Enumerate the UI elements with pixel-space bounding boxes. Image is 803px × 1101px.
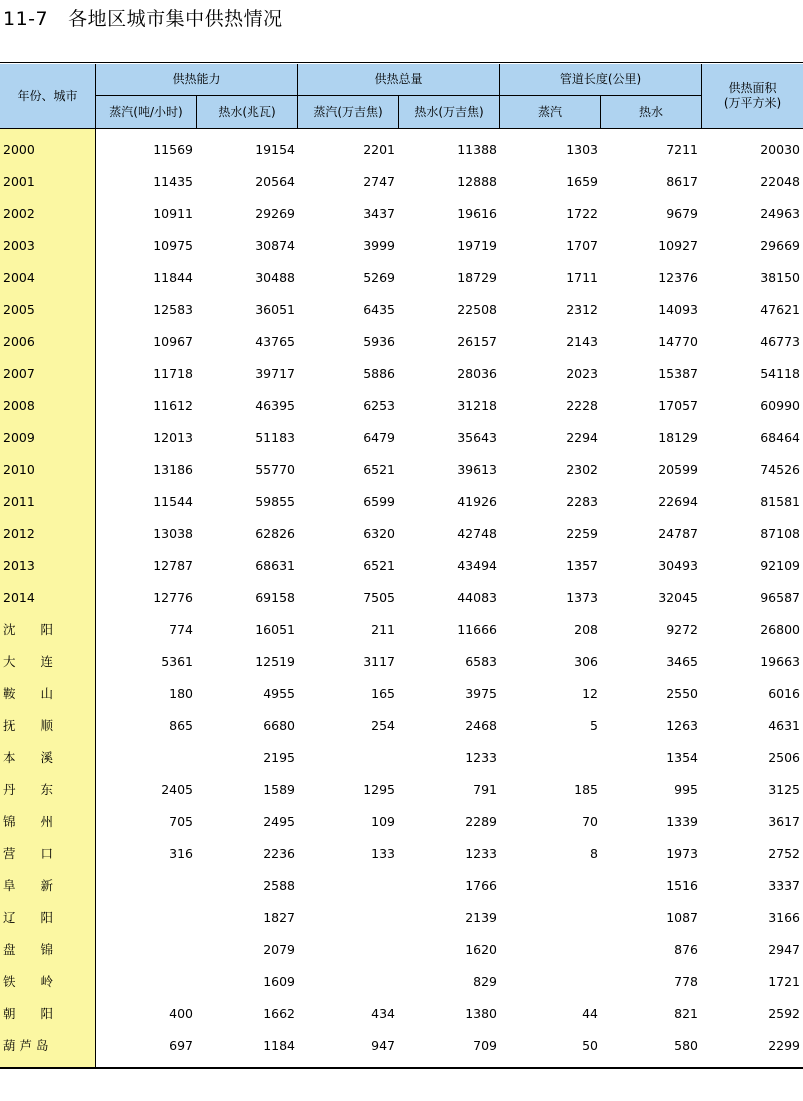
cell-water-pipe: 14093: [658, 302, 698, 317]
row-label: 沈 阳: [3, 622, 54, 637]
cell-water-pipe: 24787: [658, 526, 698, 541]
cell-steam-capacity: 2405: [161, 782, 193, 797]
table-row: [0, 582, 803, 614]
table-row: [0, 646, 803, 678]
cell-steam-pipe: 2283: [566, 494, 598, 509]
table-row: [0, 742, 803, 774]
cell-water-total: 11666: [457, 622, 497, 637]
cell-steam-capacity: 865: [169, 718, 193, 733]
cell-water-total: 19719: [457, 238, 497, 253]
cell-water-pipe: 18129: [658, 430, 698, 445]
table-row: [0, 678, 803, 710]
row-label: 2012: [3, 526, 35, 541]
header-divider: [95, 64, 96, 128]
cell-steam-pipe: 1659: [566, 174, 598, 189]
cell-water-total: 18729: [457, 270, 497, 285]
cell-water-capacity: 29269: [255, 206, 295, 221]
cell-water-capacity: 68631: [255, 558, 295, 573]
table-row: [0, 710, 803, 742]
cell-water-total: 1233: [465, 846, 497, 861]
row-label: 2008: [3, 398, 35, 413]
cell-water-pipe: 1973: [666, 846, 698, 861]
cell-steam-pipe: 1357: [566, 558, 598, 573]
cell-water-capacity: 16051: [255, 622, 295, 637]
cell-water-pipe: 778: [674, 974, 698, 989]
cell-steam-pipe: 44: [582, 1006, 598, 1021]
header-sub-water-pipe: 热水: [601, 96, 701, 128]
cell-steam-capacity: 12583: [153, 302, 193, 317]
cell-steam-total: 1295: [363, 782, 395, 797]
cell-heating-area: 92109: [760, 558, 800, 573]
row-label: 2010: [3, 462, 35, 477]
cell-steam-total: 5886: [363, 366, 395, 381]
header-group-total: 供热总量: [298, 64, 499, 95]
row-label: 2000: [3, 142, 35, 157]
cell-water-total: 22508: [457, 302, 497, 317]
cell-steam-total: 165: [371, 686, 395, 701]
row-label: 2004: [3, 270, 35, 285]
cell-steam-pipe: 306: [574, 654, 598, 669]
cell-steam-capacity: 11435: [153, 174, 193, 189]
cell-water-pipe: 15387: [658, 366, 698, 381]
table-number: 11-7: [3, 8, 49, 30]
cell-water-pipe: 1339: [666, 814, 698, 829]
cell-water-capacity: 12519: [255, 654, 295, 669]
cell-heating-area: 47621: [760, 302, 800, 317]
cell-steam-pipe: 1711: [566, 270, 598, 285]
cell-heating-area: 2752: [768, 846, 800, 861]
cell-heating-area: 6016: [768, 686, 800, 701]
cell-heating-area: 3166: [768, 910, 800, 925]
cell-water-capacity: 62826: [255, 526, 295, 541]
cell-steam-pipe: 2312: [566, 302, 598, 317]
cell-water-total: 11388: [457, 142, 497, 157]
cell-water-capacity: 2079: [263, 942, 295, 957]
top-rule: [0, 62, 803, 63]
cell-steam-pipe: 185: [574, 782, 598, 797]
table-header: [0, 64, 803, 128]
cell-steam-capacity: 5361: [161, 654, 193, 669]
header-bottom-rule: [0, 128, 803, 129]
cell-heating-area: 26800: [760, 622, 800, 637]
cell-steam-capacity: 316: [169, 846, 193, 861]
cell-water-capacity: 1609: [263, 974, 295, 989]
cell-heating-area: 81581: [760, 494, 800, 509]
cell-heating-area: 1721: [768, 974, 800, 989]
table-row: [0, 486, 803, 518]
row-label: 鞍 山: [3, 686, 54, 701]
row-label: 抚 顺: [3, 718, 54, 733]
cell-water-capacity: 30874: [255, 238, 295, 253]
cell-steam-total: 434: [371, 1006, 395, 1021]
cell-steam-capacity: 697: [169, 1038, 193, 1053]
cell-water-total: 1620: [465, 942, 497, 957]
header-area: 供热面积 (万平方米): [702, 64, 803, 128]
cell-heating-area: 3617: [768, 814, 800, 829]
cell-water-total: 42748: [457, 526, 497, 541]
cell-water-pipe: 821: [674, 1006, 698, 1021]
cell-steam-capacity: 11844: [153, 270, 193, 285]
cell-steam-total: 947: [371, 1038, 395, 1053]
cell-steam-total: 211: [371, 622, 395, 637]
table-row: [0, 358, 803, 390]
cell-water-pipe: 7211: [666, 142, 698, 157]
cell-steam-pipe: 2259: [566, 526, 598, 541]
cell-water-pipe: 17057: [658, 398, 698, 413]
cell-steam-total: 3437: [363, 206, 395, 221]
header-year-city: 年份、城市: [0, 64, 95, 128]
cell-water-pipe: 2550: [666, 686, 698, 701]
header-group-pipe: 管道长度(公里): [500, 64, 701, 95]
cell-water-pipe: 3465: [666, 654, 698, 669]
cell-steam-total: 133: [371, 846, 395, 861]
cell-steam-pipe: 1303: [566, 142, 598, 157]
header-sub-steam-capacity: 蒸汽(吨/小时): [96, 96, 196, 128]
table-row: [0, 550, 803, 582]
cell-heating-area: 2299: [768, 1038, 800, 1053]
table-row: [0, 838, 803, 870]
cell-heating-area: 22048: [760, 174, 800, 189]
cell-steam-total: 6599: [363, 494, 395, 509]
cell-water-capacity: 36051: [255, 302, 295, 317]
cell-water-total: 1233: [465, 750, 497, 765]
header-sub-steam-pipe: 蒸汽: [500, 96, 600, 128]
row-label: 2009: [3, 430, 35, 445]
cell-steam-total: 254: [371, 718, 395, 733]
cell-water-capacity: 19154: [255, 142, 295, 157]
cell-water-capacity: 6680: [263, 718, 295, 733]
table-row: [0, 518, 803, 550]
cell-heating-area: 46773: [760, 334, 800, 349]
cell-water-total: 3975: [465, 686, 497, 701]
table-row: [0, 454, 803, 486]
cell-water-total: 44083: [457, 590, 497, 605]
table-row: [0, 806, 803, 838]
cell-water-total: 39613: [457, 462, 497, 477]
cell-heating-area: 74526: [760, 462, 800, 477]
cell-water-capacity: 2195: [263, 750, 295, 765]
cell-water-total: 1380: [465, 1006, 497, 1021]
cell-water-capacity: 2236: [263, 846, 295, 861]
cell-steam-total: 6435: [363, 302, 395, 317]
cell-water-capacity: 30488: [255, 270, 295, 285]
row-label: 2001: [3, 174, 35, 189]
cell-steam-capacity: 12787: [153, 558, 193, 573]
cell-steam-pipe: 1373: [566, 590, 598, 605]
cell-water-capacity: 69158: [255, 590, 295, 605]
row-label: 营 口: [3, 846, 54, 861]
cell-water-total: 19616: [457, 206, 497, 221]
cell-water-total: 829: [473, 974, 497, 989]
cell-water-pipe: 1263: [666, 718, 698, 733]
cell-water-pipe: 22694: [658, 494, 698, 509]
cell-water-total: 2468: [465, 718, 497, 733]
cell-steam-total: 109: [371, 814, 395, 829]
cell-steam-pipe: 2228: [566, 398, 598, 413]
table-row: [0, 326, 803, 358]
cell-water-capacity: 1827: [263, 910, 295, 925]
header-divider: [196, 95, 197, 128]
cell-heating-area: 24963: [760, 206, 800, 221]
cell-water-capacity: 2588: [263, 878, 295, 893]
cell-water-pipe: 995: [674, 782, 698, 797]
cell-steam-total: 5936: [363, 334, 395, 349]
header-divider: [701, 64, 702, 128]
cell-heating-area: 2592: [768, 1006, 800, 1021]
cell-steam-pipe: 2143: [566, 334, 598, 349]
cell-water-capacity: 20564: [255, 174, 295, 189]
cell-water-capacity: 59855: [255, 494, 295, 509]
table-row: [0, 166, 803, 198]
row-label: 2003: [3, 238, 35, 253]
cell-steam-total: 6320: [363, 526, 395, 541]
cell-steam-pipe: 1707: [566, 238, 598, 253]
cell-steam-pipe: 2023: [566, 366, 598, 381]
header-sub-water-total: 热水(万吉焦): [399, 96, 499, 128]
cell-water-total: 43494: [457, 558, 497, 573]
cell-water-total: 1766: [465, 878, 497, 893]
cell-water-capacity: 1662: [263, 1006, 295, 1021]
cell-steam-total: 6521: [363, 558, 395, 573]
table-row: [0, 390, 803, 422]
cell-steam-pipe: 208: [574, 622, 598, 637]
cell-steam-pipe: 12: [582, 686, 598, 701]
row-label: 阜 新: [3, 878, 54, 893]
table-row: [0, 1030, 803, 1062]
cell-steam-total: 3117: [363, 654, 395, 669]
table-body: [0, 134, 803, 1062]
cell-heating-area: 2506: [768, 750, 800, 765]
cell-steam-total: 6521: [363, 462, 395, 477]
table-row: [0, 422, 803, 454]
cell-steam-pipe: 2302: [566, 462, 598, 477]
cell-steam-total: 2201: [363, 142, 395, 157]
cell-steam-total: 3999: [363, 238, 395, 253]
header-divider: [600, 95, 601, 128]
table-row: [0, 966, 803, 998]
cell-heating-area: 29669: [760, 238, 800, 253]
cell-heating-area: 3125: [768, 782, 800, 797]
table-row: [0, 774, 803, 806]
cell-steam-capacity: 11612: [153, 398, 193, 413]
cell-water-pipe: 12376: [658, 270, 698, 285]
table-row: [0, 294, 803, 326]
cell-water-pipe: 876: [674, 942, 698, 957]
table-row: [0, 870, 803, 902]
cell-water-pipe: 1087: [666, 910, 698, 925]
cell-water-total: 28036: [457, 366, 497, 381]
cell-steam-capacity: 180: [169, 686, 193, 701]
table-row: [0, 230, 803, 262]
table-row: [0, 934, 803, 966]
header-divider: [499, 64, 500, 128]
row-label: 2002: [3, 206, 35, 221]
row-label: 2011: [3, 494, 35, 509]
cell-water-capacity: 4955: [263, 686, 295, 701]
cell-steam-capacity: 12776: [153, 590, 193, 605]
page-title: [3, 6, 283, 32]
cell-water-total: 709: [473, 1038, 497, 1053]
cell-steam-capacity: 774: [169, 622, 193, 637]
row-label: 本 溪: [3, 750, 54, 765]
cell-steam-total: 7505: [363, 590, 395, 605]
header-divider: [96, 95, 701, 96]
cell-water-pipe: 580: [674, 1038, 698, 1053]
header-divider: [398, 95, 399, 128]
table-row: [0, 998, 803, 1030]
cell-heating-area: 20030: [760, 142, 800, 157]
cell-steam-capacity: 13186: [153, 462, 193, 477]
header-group-capacity: 供热能力: [96, 64, 297, 95]
cell-water-capacity: 46395: [255, 398, 295, 413]
row-label: 2007: [3, 366, 35, 381]
cell-heating-area: 4631: [768, 718, 800, 733]
cell-water-capacity: 43765: [255, 334, 295, 349]
cell-water-pipe: 1354: [666, 750, 698, 765]
cell-water-pipe: 8617: [666, 174, 698, 189]
cell-heating-area: 60990: [760, 398, 800, 413]
table-row: [0, 902, 803, 934]
cell-steam-capacity: 13038: [153, 526, 193, 541]
cell-steam-capacity: 10975: [153, 238, 193, 253]
row-label: 大 连: [3, 654, 54, 669]
cell-heating-area: 19663: [760, 654, 800, 669]
cell-water-total: 35643: [457, 430, 497, 445]
cell-heating-area: 96587: [760, 590, 800, 605]
cell-steam-total: 6479: [363, 430, 395, 445]
cell-water-total: 12888: [457, 174, 497, 189]
row-label: 朝 阳: [3, 1006, 54, 1021]
cell-water-capacity: 55770: [255, 462, 295, 477]
cell-steam-pipe: 1722: [566, 206, 598, 221]
cell-water-pipe: 32045: [658, 590, 698, 605]
cell-water-pipe: 1516: [666, 878, 698, 893]
table-row: [0, 262, 803, 294]
cell-water-total: 2139: [465, 910, 497, 925]
row-label: 2005: [3, 302, 35, 317]
cell-steam-total: 5269: [363, 270, 395, 285]
cell-water-total: 6583: [465, 654, 497, 669]
cell-steam-pipe: 5: [590, 718, 598, 733]
cell-heating-area: 38150: [760, 270, 800, 285]
cell-water-total: 2289: [465, 814, 497, 829]
cell-water-capacity: 1589: [263, 782, 295, 797]
row-label: 盘 锦: [3, 942, 54, 957]
cell-steam-capacity: 705: [169, 814, 193, 829]
cell-heating-area: 54118: [760, 366, 800, 381]
header-sub-water-capacity: 热水(兆瓦): [197, 96, 297, 128]
row-label: 2014: [3, 590, 35, 605]
cell-heating-area: 87108: [760, 526, 800, 541]
bottom-rule: [0, 1067, 803, 1069]
cell-steam-total: 6253: [363, 398, 395, 413]
table-row: [0, 614, 803, 646]
header-divider: [297, 64, 298, 128]
cell-steam-capacity: 12013: [153, 430, 193, 445]
cell-steam-capacity: 400: [169, 1006, 193, 1021]
cell-steam-capacity: 10967: [153, 334, 193, 349]
cell-steam-pipe: 50: [582, 1038, 598, 1053]
cell-steam-pipe: 8: [590, 846, 598, 861]
cell-water-pipe: 9679: [666, 206, 698, 221]
cell-water-capacity: 2495: [263, 814, 295, 829]
cell-heating-area: 2947: [768, 942, 800, 957]
row-label: 2006: [3, 334, 35, 349]
row-label: 铁 岭: [3, 974, 54, 989]
cell-steam-pipe: 2294: [566, 430, 598, 445]
cell-water-pipe: 9272: [666, 622, 698, 637]
row-label: 锦 州: [3, 814, 54, 829]
cell-water-capacity: 1184: [263, 1038, 295, 1053]
table-row: [0, 198, 803, 230]
cell-water-pipe: 20599: [658, 462, 698, 477]
cell-water-pipe: 10927: [658, 238, 698, 253]
row-label: 葫 芦 岛: [3, 1038, 49, 1053]
cell-steam-pipe: 70: [582, 814, 598, 829]
cell-water-total: 41926: [457, 494, 497, 509]
row-label: 2013: [3, 558, 35, 573]
header-sub-steam-total: 蒸汽(万吉焦): [298, 96, 398, 128]
cell-steam-capacity: 11718: [153, 366, 193, 381]
cell-steam-total: 2747: [363, 174, 395, 189]
row-label: 丹 东: [3, 782, 54, 797]
cell-water-total: 31218: [457, 398, 497, 413]
cell-heating-area: 68464: [760, 430, 800, 445]
cell-water-total: 791: [473, 782, 497, 797]
cell-heating-area: 3337: [768, 878, 800, 893]
cell-water-pipe: 14770: [658, 334, 698, 349]
cell-steam-capacity: 11544: [153, 494, 193, 509]
cell-water-capacity: 51183: [255, 430, 295, 445]
table-row: [0, 134, 803, 166]
row-label: 辽 阳: [3, 910, 54, 925]
table-title: 各地区城市集中供热情况: [68, 8, 283, 30]
cell-water-total: 26157: [457, 334, 497, 349]
cell-water-capacity: 39717: [255, 366, 295, 381]
cell-water-pipe: 30493: [658, 558, 698, 573]
cell-steam-capacity: 11569: [153, 142, 193, 157]
cell-steam-capacity: 10911: [153, 206, 193, 221]
